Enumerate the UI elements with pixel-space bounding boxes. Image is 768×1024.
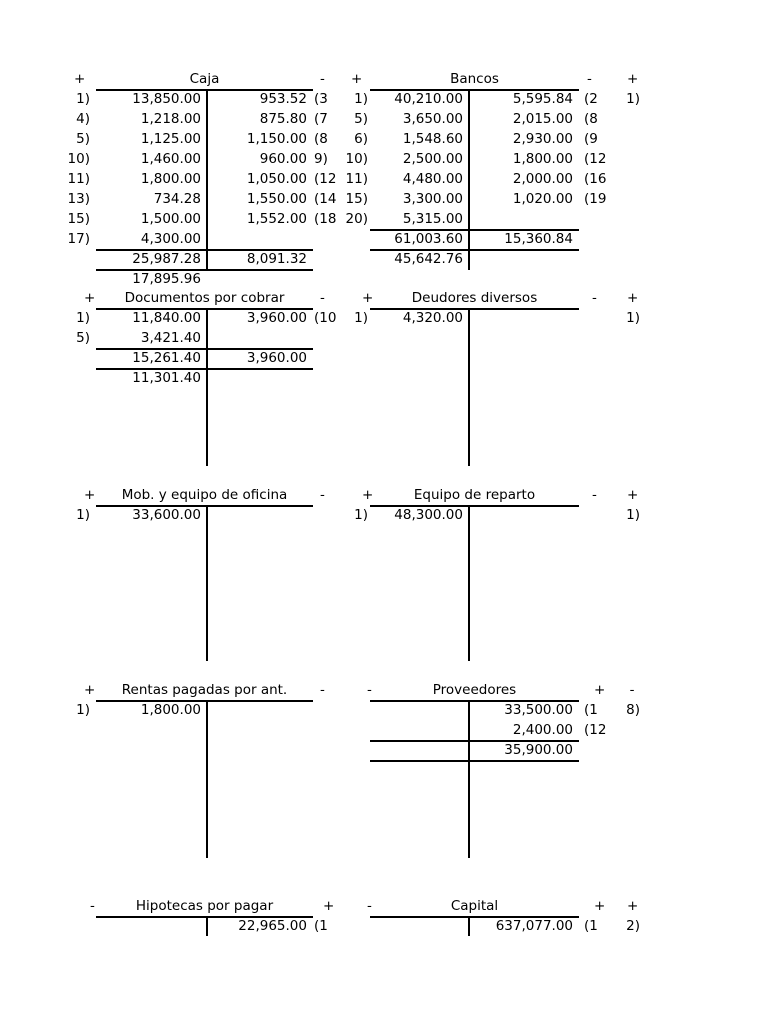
t-account-divider: [206, 701, 208, 858]
credit-sign: +: [323, 898, 335, 914]
account-title: Mob. y equipo de oficina: [121, 487, 288, 503]
credit-reference: (14: [314, 191, 337, 207]
debit-amount: 734.28: [153, 191, 201, 207]
credit-reference: (7: [314, 111, 328, 127]
extra-sign: +: [627, 487, 639, 503]
extra-reference: 2): [626, 918, 640, 934]
debit-reference: 5): [76, 330, 90, 346]
debit-amount: 33,600.00: [132, 507, 201, 523]
debit-amount: 4,320.00: [402, 310, 463, 326]
credit-amount: 2,015.00: [512, 111, 573, 127]
debit-reference: 1): [76, 91, 90, 107]
t-account-divider: [468, 506, 470, 661]
credit-amount: 1,550.00: [246, 191, 307, 207]
debit-reference: 6): [354, 131, 368, 147]
extra-sign: +: [627, 898, 639, 914]
debit-reference: 11): [67, 171, 90, 187]
credit-amount: 2,400.00: [512, 722, 573, 738]
extra-reference: 8): [626, 702, 640, 718]
account-title: Capital: [450, 898, 499, 914]
credit-reference: (1: [584, 918, 598, 934]
total-credit: 3,960.00: [246, 350, 307, 366]
credit-sign: -: [320, 487, 325, 503]
debit-reference: 20): [345, 211, 368, 227]
credit-reference: (12: [584, 151, 607, 167]
debit-amount: 5,315.00: [402, 211, 463, 227]
debit-reference: 1): [76, 310, 90, 326]
total-debit: 61,003.60: [394, 231, 463, 247]
credit-amount: 1,050.00: [246, 171, 307, 187]
account-title: Proveedores: [432, 682, 517, 698]
account-title: Documentos por cobrar: [124, 290, 285, 306]
debit-amount: 48,300.00: [394, 507, 463, 523]
extra-sign: +: [627, 290, 639, 306]
credit-amount: 1,150.00: [246, 131, 307, 147]
credit-reference: 9): [314, 151, 328, 167]
debit-sign: +: [74, 71, 86, 87]
extra-sign: +: [627, 71, 639, 87]
debit-amount: 3,650.00: [402, 111, 463, 127]
debit-sign: +: [362, 487, 374, 503]
total-debit: 15,261.40: [132, 350, 201, 366]
extra-reference: 1): [626, 91, 640, 107]
credit-reference: (18: [314, 211, 337, 227]
debit-reference: 10): [67, 151, 90, 167]
total-debit: 25,987.28: [132, 251, 201, 267]
credit-sign: -: [320, 71, 325, 87]
debit-amount: 1,500.00: [140, 211, 201, 227]
credit-sign: -: [592, 290, 597, 306]
balance-amount: 45,642.76: [394, 251, 463, 267]
debit-amount: 3,421.40: [140, 330, 201, 346]
account-title: Deudores diversos: [411, 290, 538, 306]
credit-amount: 2,000.00: [512, 171, 573, 187]
credit-reference: (16: [584, 171, 607, 187]
credit-reference: (12: [584, 722, 607, 738]
credit-amount: 22,965.00: [238, 918, 307, 934]
debit-reference: 10): [345, 151, 368, 167]
credit-reference: (3: [314, 91, 328, 107]
debit-sign: -: [367, 682, 372, 698]
debit-amount: 1,800.00: [140, 702, 201, 718]
credit-reference: (1: [584, 702, 598, 718]
debit-reference: 4): [76, 111, 90, 127]
debit-reference: 5): [76, 131, 90, 147]
credit-reference: (8: [584, 111, 598, 127]
debit-reference: 1): [76, 702, 90, 718]
total-credit: 8,091.32: [246, 251, 307, 267]
credit-sign: -: [320, 682, 325, 698]
debit-amount: 1,125.00: [140, 131, 201, 147]
credit-amount: 3,960.00: [246, 310, 307, 326]
debit-reference: 15): [345, 191, 368, 207]
debit-amount: 2,500.00: [402, 151, 463, 167]
debit-amount: 1,548.60: [402, 131, 463, 147]
account-title: Hipotecas por pagar: [135, 898, 274, 914]
t-account-divider: [206, 506, 208, 661]
debit-reference: 13): [67, 191, 90, 207]
credit-reference: (10: [314, 310, 337, 326]
debit-reference: 1): [76, 507, 90, 523]
credit-amount: 33,500.00: [504, 702, 573, 718]
credit-sign: -: [592, 487, 597, 503]
debit-reference: 1): [354, 310, 368, 326]
account-title: Rentas pagadas por ant.: [121, 682, 288, 698]
balance-rule: [370, 760, 579, 762]
credit-amount: 875.80: [259, 111, 307, 127]
credit-amount: 960.00: [259, 151, 307, 167]
debit-reference: 1): [354, 507, 368, 523]
extra-sign: -: [629, 682, 635, 698]
debit-amount: 11,840.00: [132, 310, 201, 326]
account-title: Bancos: [450, 71, 499, 87]
credit-sign: +: [594, 682, 606, 698]
debit-sign: -: [367, 898, 372, 914]
t-account-divider: [206, 309, 208, 466]
total-credit: 15,360.84: [504, 231, 573, 247]
credit-reference: (8: [314, 131, 328, 147]
extra-reference: 1): [626, 310, 640, 326]
credit-sign: -: [587, 71, 592, 87]
debit-sign: +: [351, 71, 363, 87]
account-title: Caja: [189, 71, 220, 87]
debit-reference: 15): [67, 211, 90, 227]
total-credit: 35,900.00: [504, 742, 573, 758]
debit-amount: 3,300.00: [402, 191, 463, 207]
credit-reference: (1: [314, 918, 328, 934]
debit-sign: +: [84, 682, 96, 698]
credit-reference: (9: [584, 131, 598, 147]
credit-reference: (2: [584, 91, 598, 107]
credit-amount: 2,930.00: [512, 131, 573, 147]
debit-amount: 1,218.00: [140, 111, 201, 127]
credit-amount: 1,020.00: [512, 191, 573, 207]
debit-reference: 1): [354, 91, 368, 107]
debit-sign: +: [84, 290, 96, 306]
debit-reference: 11): [345, 171, 368, 187]
debit-sign: +: [84, 487, 96, 503]
debit-sign: -: [90, 898, 95, 914]
debit-sign: +: [362, 290, 374, 306]
extra-reference: 1): [626, 507, 640, 523]
debit-amount: 4,480.00: [402, 171, 463, 187]
balance-amount: 17,895.96: [132, 271, 201, 287]
account-title: Equipo de reparto: [413, 487, 536, 503]
credit-amount: 5,595.84: [512, 91, 573, 107]
balance-amount: 11,301.40: [132, 370, 201, 386]
debit-reference: 17): [67, 231, 90, 247]
credit-sign: +: [594, 898, 606, 914]
debit-amount: 1,460.00: [140, 151, 201, 167]
credit-amount: 1,552.00: [246, 211, 307, 227]
debit-amount: 1,800.00: [140, 171, 201, 187]
credit-sign: -: [320, 290, 325, 306]
credit-reference: (19: [584, 191, 607, 207]
debit-reference: 5): [354, 111, 368, 127]
debit-amount: 4,300.00: [140, 231, 201, 247]
debit-amount: 13,850.00: [132, 91, 201, 107]
credit-amount: 1,800.00: [512, 151, 573, 167]
credit-reference: (12: [314, 171, 337, 187]
t-account-divider: [468, 309, 470, 466]
credit-amount: 953.52: [259, 91, 307, 107]
debit-amount: 40,210.00: [394, 91, 463, 107]
credit-amount: 637,077.00: [495, 918, 573, 934]
